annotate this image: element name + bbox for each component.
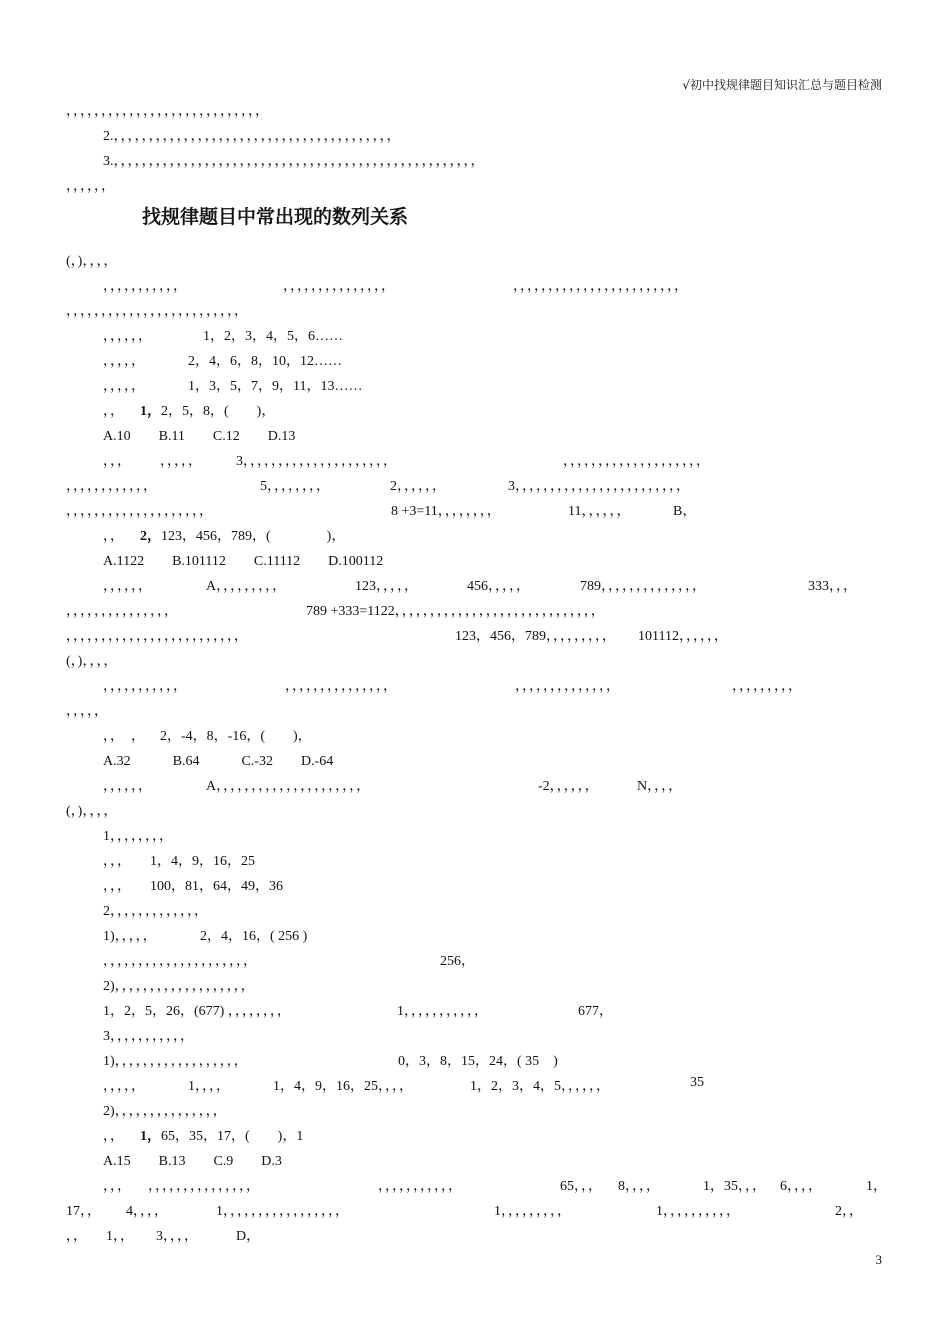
text-segment: ，，，，，， [103, 329, 152, 344]
text-line [0, 1175, 950, 1195]
text-segment: 6，，，， [780, 1179, 822, 1194]
text-segment: B， [673, 504, 697, 519]
running-header: √初中找规律题目知识汇总与题目检测 [682, 78, 882, 92]
text-line [0, 725, 950, 745]
text-line [0, 500, 950, 520]
text-segment: ，，，，，，，，，，，，，，， [285, 679, 397, 694]
text-segment: 1)，，，，，，，，，，，，，，，，，， [103, 1054, 248, 1069]
text-segment: ，，，，，，，，，，，，，，，，，，，，，，，，， [66, 304, 248, 319]
text-line [0, 150, 950, 170]
text-line [0, 275, 950, 295]
text-segment: A，，，，，，，，，，，，，，，，，，，，， [206, 779, 371, 794]
text-segment: 2，-4，8，-16，( )， [160, 729, 312, 744]
text-segment: D， [236, 1229, 261, 1244]
text-segment: ，，，，，，，，，，，，，，，，，，，， [563, 454, 710, 469]
text-segment: 1，2，5，26，(677) ，，，，，，，， [103, 1004, 291, 1019]
text-line [0, 400, 950, 420]
text-segment: ，，，，，，，，，，， [103, 679, 187, 694]
text-segment: (，)，，，， [66, 804, 118, 819]
text-segment: 1，，，，，，，，，， [656, 1204, 740, 1219]
text-segment: 1，65，35，17，( )，1 [140, 1129, 304, 1144]
text-segment: 8，，，， [618, 1179, 660, 1194]
text-segment: ，，， [103, 1179, 131, 1194]
text-segment: -2，，，，，， [538, 779, 599, 794]
text-line [0, 700, 950, 720]
text-segment: 101112，，，，，， [638, 629, 728, 644]
text-segment: 2)，，，，，，，，，，，，，，， [103, 1104, 227, 1119]
text-segment: 1，，，，，，，， [103, 829, 173, 844]
section-title: 找规律题目中常出现的数列关系 [142, 206, 409, 228]
text-segment: 1，2，3，4，5，，，，，， [470, 1079, 610, 1094]
text-segment: 3，，，，，，，，，，，，，，，，，，，，，，，， [508, 479, 690, 494]
text-segment: ，，，，，，，，，，， [103, 279, 187, 294]
text-segment: 1，，，，，，，，，，，，，，，，， [216, 1204, 349, 1219]
text-segment: 11，，，，，， [568, 504, 631, 519]
text-segment: ，，，，，，，，，，，，，，，，，，，，，，，，， [66, 629, 248, 644]
text-segment: ，，，，， [103, 1079, 145, 1094]
text-segment: ，，， [103, 879, 131, 894]
text-segment: 677， [578, 1004, 613, 1019]
text-segment: ，，，，，，，，，，，，，，，，，，，，， [103, 954, 257, 969]
text-segment: 3.，，，，，，，，，，，，，，，，，，，，，，，，，，，，，，，，，，，，，，，，，，，，，，，，，，，， [103, 154, 485, 169]
text-segment: ，，，，，， [103, 779, 152, 794]
text-line [0, 1200, 950, 1220]
text-line [0, 350, 950, 370]
text-segment: 789 +333=1122，，，，，，，，，，，，，，，，，，，，，，，，，，，，， [306, 604, 605, 619]
text-segment: 2.，，，，，，，，，，，，，，，，，，，，，，，，，，，，，，，，，，，，，，，， [103, 129, 401, 144]
text-segment: 35 [690, 1075, 704, 1090]
text-line [0, 900, 950, 920]
text-segment: ，，，，，，，，， [732, 679, 802, 694]
text-segment: 1，， [106, 1229, 134, 1244]
text-segment: ，，，，，，，，，，，，，， [515, 679, 620, 694]
text-segment: (，)，，，， [66, 654, 118, 669]
text-line [0, 650, 950, 670]
text-line [0, 1100, 950, 1120]
text-segment: 2，123，456，789，( )， [140, 529, 346, 544]
text-segment: 2，，，，，， [390, 479, 446, 494]
text-segment: 333，，， [808, 579, 857, 594]
text-segment: N，，，， [637, 779, 683, 794]
text-segment: 4，，，， [126, 1204, 168, 1219]
example-number: 1， [140, 404, 161, 419]
text-segment: 1，，，， [188, 1079, 230, 1094]
text-line [0, 175, 950, 195]
text-segment: ，， ， [103, 729, 145, 744]
text-line [0, 450, 950, 470]
text-segment: A，，，，，，，，， [206, 579, 287, 594]
text-segment: 1，，，，，，，，， [494, 1204, 571, 1219]
text-segment: ，，，，，，，，，，， [378, 1179, 462, 1194]
text-segment: 1，4，9，16，25，，，， [273, 1079, 413, 1094]
text-segment: 3，，，，，，，，，，， [103, 1029, 194, 1044]
text-line [0, 875, 950, 895]
text-line [0, 800, 950, 820]
text-segment: 0，3，8，15，24，( 35 ) [398, 1054, 558, 1069]
text-segment: ，，，，，， [103, 579, 152, 594]
text-segment: 1，2，5，8，( )， [140, 404, 276, 419]
text-line [0, 850, 950, 870]
text-line [0, 675, 950, 695]
text-segment: A.32 B.64 C.-32 D.-64 [103, 754, 334, 769]
text-segment: ，，，，，，，，，，，，，，， [148, 1179, 260, 1194]
section-heading [112, 202, 408, 229]
text-segment: ，，，，，，，，，，，， [66, 479, 157, 494]
text-segment: A.1122 B.101112 C.11112 D.100112 [103, 554, 384, 569]
text-segment: ，，，，，，，，，，，，，，，，，，，，，，，，，，，， [66, 104, 269, 119]
text-segment: ，， [103, 529, 124, 544]
example-number: 2， [140, 529, 161, 544]
text-line [0, 550, 950, 570]
text-line [0, 775, 950, 795]
text-segment: 2，4，16，( 256 ) [200, 929, 308, 944]
text-segment: ，，，，，，，，，，，，，，， [66, 604, 178, 619]
text-segment: ，，，，， [160, 454, 202, 469]
text-line [0, 825, 950, 845]
text-line [0, 950, 950, 970]
text-segment: 8 +3=11，，，，，，，， [391, 504, 501, 519]
text-segment: ，， [103, 1129, 124, 1144]
text-segment: ，，，，，，，，，，，，，，，，，，，， [66, 504, 213, 519]
text-segment: 65，，， [560, 1179, 602, 1194]
text-segment: 2，，，，，，，，，，，，， [103, 904, 208, 919]
text-segment: ，， [103, 404, 124, 419]
text-segment: 17，， [66, 1204, 101, 1219]
text-segment: 1，，，，，，，，，，， [397, 1004, 488, 1019]
text-line [0, 125, 950, 145]
text-line [0, 1000, 950, 1020]
text-line [0, 1150, 950, 1170]
text-segment: ，，，，，，，，，，，，，，， [283, 279, 395, 294]
text-line [0, 750, 950, 770]
text-segment: 789，，，，，，，，，，，，，， [580, 579, 706, 594]
text-segment: ，，，，，， [66, 179, 115, 194]
text-segment: 3，，，，，，，，，，，，，，，，，，，，， [236, 454, 397, 469]
text-line [0, 425, 950, 445]
text-segment: 123，，，，， [355, 579, 418, 594]
text-segment: ，，， [103, 854, 131, 869]
text-line [0, 100, 950, 120]
text-segment: 5，，，，，，，， [260, 479, 330, 494]
text-line [0, 525, 950, 545]
text-segment: (，)，，，， [66, 254, 118, 269]
text-segment: 1)，，，，， [103, 929, 157, 944]
text-segment: 2)，，，，，，，，，，，，，，，，，，， [103, 979, 255, 994]
text-segment: 3，，，， [156, 1229, 198, 1244]
text-segment: ，，，，，，，，，，，，，，，，，，，，，，，， [513, 279, 688, 294]
text-segment: 256， [440, 954, 475, 969]
text-line [0, 600, 950, 620]
text-segment: 456，，，，， [467, 579, 530, 594]
text-segment: 2，4，6，8，10，12…… [188, 354, 342, 369]
text-segment: ，，，，， [103, 379, 145, 394]
text-segment: 1，3，5，7，9，11，13…… [188, 379, 363, 394]
text-line [0, 250, 950, 270]
text-line [0, 625, 950, 645]
text-segment: ，， [66, 1229, 87, 1244]
text-line [0, 925, 950, 945]
text-segment: ，，， [103, 454, 131, 469]
example-number: 1， [140, 1129, 161, 1144]
text-segment: 1， [866, 1179, 887, 1194]
text-line [0, 1050, 950, 1070]
text-line [0, 575, 950, 595]
text-line [0, 975, 950, 995]
text-segment: 100，81，64，49，36 [150, 879, 283, 894]
text-segment: ，，，，， [66, 704, 108, 719]
text-segment: 1，35，，， [703, 1179, 766, 1194]
text-line [0, 1025, 950, 1045]
page-number: 3 [875, 1252, 882, 1267]
text-segment: 123，456，789，，，，，，，，， [455, 629, 616, 644]
text-segment: 1，4，9，16，25 [150, 854, 255, 869]
text-line [0, 300, 950, 320]
text-line [0, 1225, 950, 1245]
text-segment: 2，， [835, 1204, 863, 1219]
text-segment: A.10 B.11 C.12 D.13 [103, 429, 296, 444]
text-line [0, 475, 950, 495]
text-line [0, 375, 950, 395]
text-line [0, 1125, 950, 1145]
text-segment: ，，，，， [103, 354, 145, 369]
text-segment: A.15 B.13 C.9 D.3 [103, 1154, 282, 1169]
text-segment: 1，2，3，4，5，6…… [203, 329, 343, 344]
text-line [0, 1075, 950, 1095]
text-line [0, 325, 950, 345]
